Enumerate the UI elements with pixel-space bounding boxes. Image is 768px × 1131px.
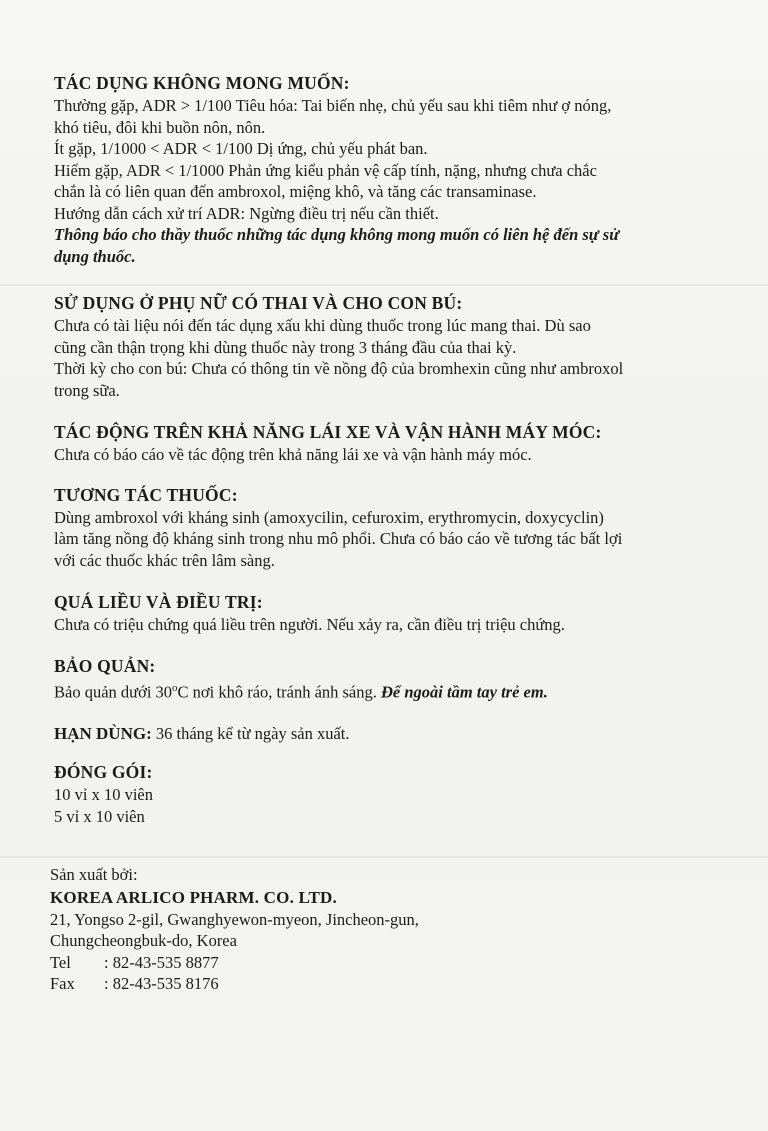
manufacturer-label: Sản xuất bởi: — [50, 865, 138, 884]
manufacturer-section — [50, 864, 740, 995]
expiry-heading: HẠN DÙNG: — [54, 723, 152, 743]
manufacturer-address: Chungcheongbuk-do, Korea — [50, 931, 237, 950]
pregnancy-heading: SỬ DỤNG Ở PHỤ NỮ CÓ THAI VÀ CHO CON BÚ: — [54, 293, 463, 313]
packaging-section — [54, 761, 744, 827]
leaflet-content — [54, 72, 744, 827]
overdose-heading: QUÁ LIỀU VÀ ĐIỀU TRỊ: — [54, 592, 263, 612]
storage-section — [54, 655, 744, 703]
side-effects-section — [54, 72, 744, 267]
side-effects-line: Thường gặp, ADR > 1/100 Tiêu hóa: Tai biến nhẹ, chủ yếu sau khi tiêm như ợ nóng, — [54, 96, 612, 115]
storage-heading: BẢO QUẢN: — [54, 655, 156, 676]
expiry-line — [54, 723, 744, 745]
tel-label: Tel — [50, 952, 71, 972]
interactions-line: Dùng ambroxol với kháng sinh (amoxycilin, cefuroxim, erythromycin, doxycyclin) — [54, 507, 604, 527]
interactions-section — [54, 484, 744, 572]
child-safety-warning: Để ngoài tầm tay trẻ em. — [381, 682, 548, 701]
adr-notice: Thông báo cho thầy thuốc những tác dụng không mong muốn có liên hệ đến sự sử — [54, 225, 620, 244]
manufacturer-address: 21, Yongso 2-gil, Gwanghyewon-myeon, Jincheon-gun, — [50, 909, 419, 929]
pregnancy-section — [54, 292, 744, 401]
paper-fold — [0, 856, 768, 858]
driving-section — [54, 421, 744, 466]
pregnancy-line: Chưa có tài liệu nói đến tác dụng xấu khi dùng thuốc trong lúc mang thai. Dù sao — [54, 316, 591, 335]
expiry-text: 36 tháng kể từ ngày sản xuất. — [151, 723, 350, 743]
fax-row — [50, 973, 740, 995]
overdose-section — [54, 591, 744, 636]
pregnancy-line: trong sữa. — [54, 380, 120, 400]
packaging-option: 5 vỉ x 10 viên — [54, 806, 145, 826]
fax-label: Fax — [50, 974, 75, 993]
side-effects-line: Ít gặp, 1/1000 < ADR < 1/100 Dị ứng, chủ yếu phát ban. — [54, 139, 428, 158]
degree-mark: o — [172, 681, 178, 694]
packaging-heading: ĐÓNG GÓI: — [54, 762, 153, 782]
adr-notice: dụng thuốc. — [54, 246, 136, 266]
expiry-section — [54, 723, 744, 745]
adr-handling-line: Hướng dẫn cách xử trí ADR: Ngừng điều trị nếu cần thiết. — [54, 203, 439, 223]
manufacturer-name: KOREA ARLICO PHARM. CO. LTD. — [50, 887, 337, 907]
storage-text: Bảo quản dưới 30 — [54, 682, 173, 701]
interactions-line: với các thuốc khác trên lâm sàng. — [54, 550, 275, 570]
packaging-option: 10 vỉ x 10 viên — [54, 785, 153, 804]
interactions-heading: TƯƠNG TÁC THUỐC: — [54, 484, 238, 505]
side-effects-line: chắn là có liên quan đến ambroxol, miệng khô, và tăng các transaminase. — [54, 182, 537, 201]
storage-text: C nơi khô ráo, tránh ánh sáng. — [177, 682, 377, 701]
side-effects-heading: TÁC DỤNG KHÔNG MONG MUỐN: — [54, 73, 350, 93]
overdose-line: Chưa có triệu chứng quá liều trên người. Nếu xảy ra, cần điều trị triệu chứng. — [54, 615, 565, 634]
pregnancy-line: cũng cần thận trọng khi dùng thuốc này trong 3 tháng đầu của thai kỳ. — [54, 337, 517, 357]
tel-row — [50, 952, 740, 974]
interactions-line: làm tăng nồng độ kháng sinh trong nhu mô phổi. Chưa có báo cáo về tương tác bất lợi — [54, 529, 623, 548]
driving-line: Chưa có báo cáo về tác động trên khả năng lái xe và vận hành máy móc. — [54, 445, 532, 464]
side-effects-line: khó tiêu, đôi khi buồn nôn, nôn. — [54, 117, 266, 137]
driving-heading: TÁC ĐỘNG TRÊN KHẢ NĂNG LÁI XE VÀ VẬN HÀNH MÁY MÓC: — [54, 422, 602, 442]
storage-line — [54, 678, 744, 703]
side-effects-line: Hiếm gặp, ADR < 1/1000 Phản ứng kiểu phản vệ cấp tính, nặng, nhưng chưa chắc — [54, 160, 597, 180]
fax-number: : 82-43-535 8176 — [104, 974, 219, 993]
tel-number: : 82-43-535 8877 — [104, 952, 219, 972]
pregnancy-line: Thời kỳ cho con bú: Chưa có thông tin về nồng độ của bromhexin cũng như ambroxol — [54, 359, 624, 378]
